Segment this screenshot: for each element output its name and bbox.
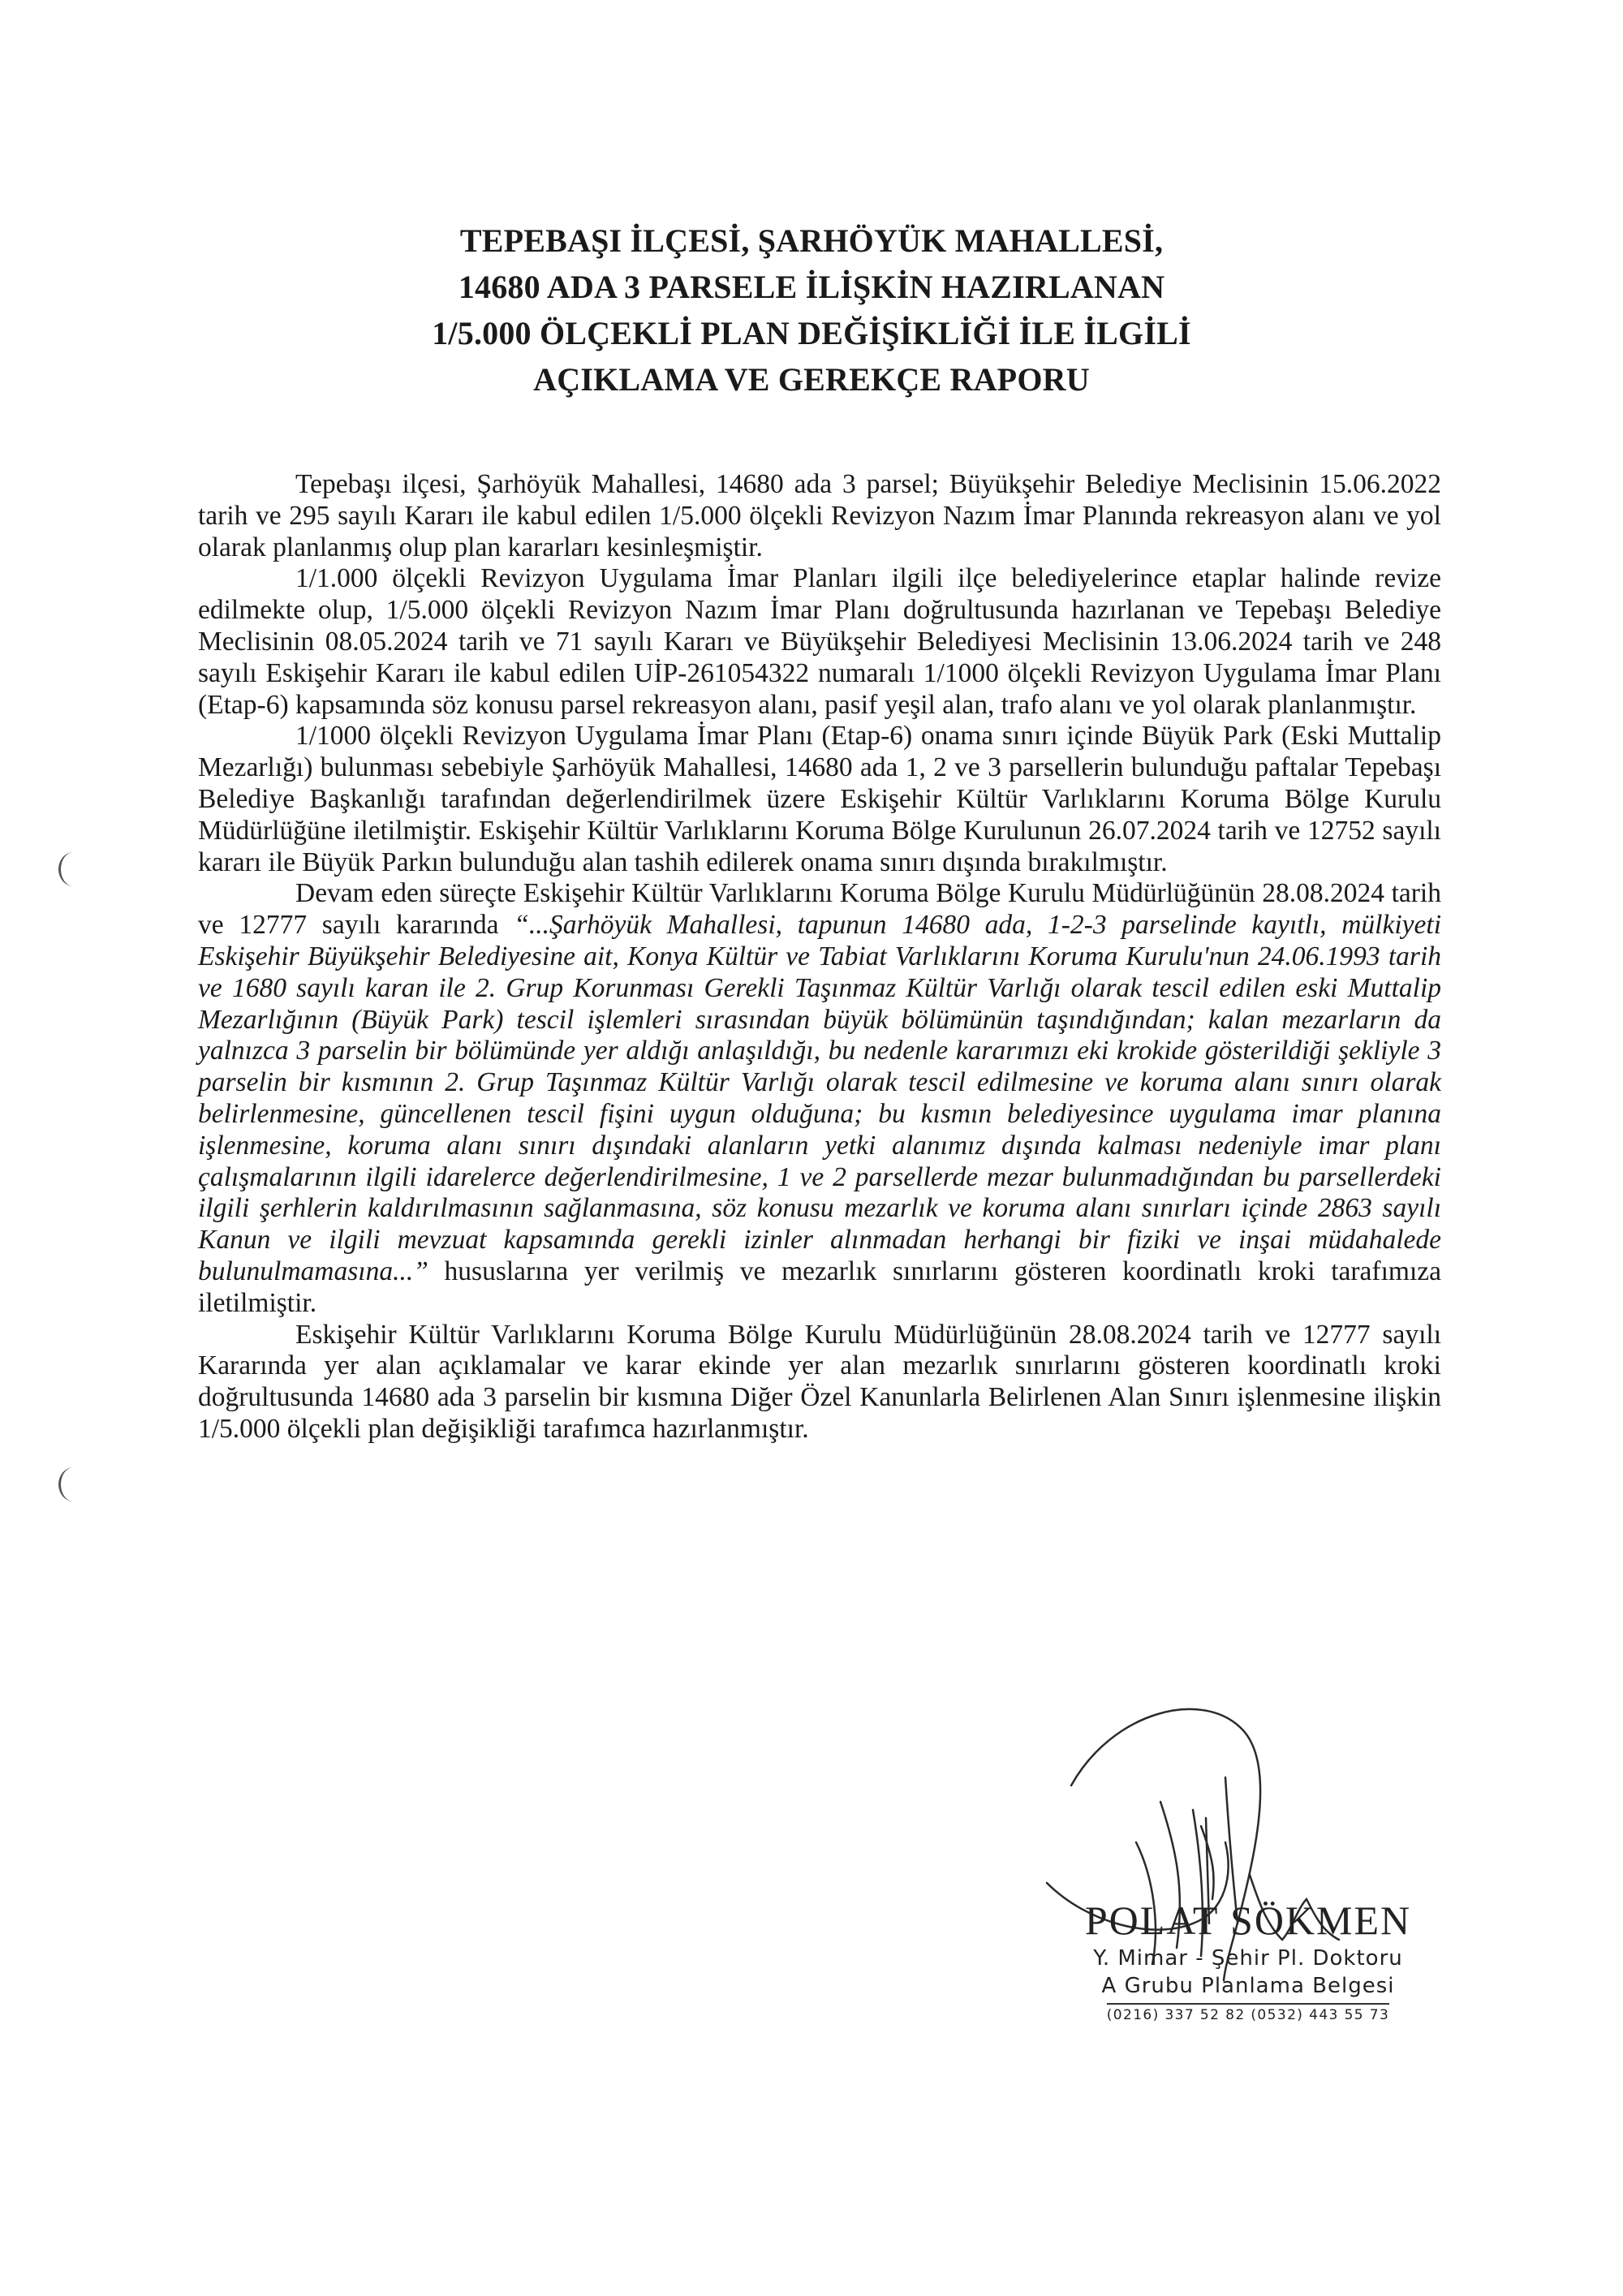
paragraph-1: Tepebaşı ilçesi, Şarhöyük Mahallesi, 14680 ada 3 parsel; Büyükşehir Belediye Meclisinin 15.06.2022 tarih ve 295 sayılı Kararı ile kabul edilen 1/5.000 ölçekli Revizyon Nazım İmar Planında rekreasyon alanı ve yol olarak planlanmış olup plan kararları kesinleşmiştir. [198, 469, 1441, 562]
punch-hole-mark [58, 1467, 88, 1501]
paragraph-4 [198, 878, 1441, 1319]
document-title [276, 218, 1347, 403]
title-line-2: 14680 ADA 3 PARSELE İLİŞKİN HAZIRLANAN [458, 269, 1165, 305]
paragraph-5: Eskişehir Kültür Varlıklarını Koruma Bölge Kurulu Müdürlüğünün 28.08.2024 tarih ve 12777 sayılı Kararında yer alan açıklamalar ve karar ekinde yer alan mezarlık sınırlarını gösteren koordinatlı kroki doğrultusunda 14680 ada 3 parselin bir kısmına Diğer Özel Kanunlarla Belirlenen Alan Sınırı işlenmesine ilişkin 1/5.000 ölçekli plan değişikliği tarafımca hazırlanmıştır. [198, 1319, 1441, 1444]
architect-stamp [1070, 1896, 1427, 2026]
title-line-3: 1/5.000 ÖLÇEKLİ PLAN DEĞİŞİKLİĞİ İLE İLGİLİ [432, 315, 1191, 351]
paragraph-4-outro: hususlarına yer verilmiş ve mezarlık sınırlarını gösteren koordinatlı kroki tarafımıza iletilmiştir. [198, 1256, 1441, 1318]
stamp-title: Y. Mimar - Şehir Pl. Doktoru [1093, 1946, 1403, 1971]
document-body [198, 469, 1441, 1445]
council-decision-quote: “...Şarhöyük Mahallesi, tapunun 14680 ada, 1-2-3 parselinde kayıtlı, mülkiyeti Eskişehir Büyükşehir Belediyesine ait, Konya Kültür ve Tabiat Varlıklarını Koruma Kurulu'nun 24.06.1993 tarih ve 1680 sayılı karan ile 2. Grup Korunması Gerekli Taşınmaz Kültür Varlığı olarak tescil edilen eski Muttalip Mezarlığının (Büyük Park) tescil işlemleri sırasından büyük bölümünün taşındığından; kalan mezarların da yalnızca 3 parselin bir bölümünde yer aldığı anlaşıldığı, bu nedenle kararımızı eki krokide gösterildiği şekliyle 3 parselin bir kısmının 2. Grup Taşınmaz Kültür Varlığı olarak tescil edilmesine ve koruma alanı sınırı olarak belirlenmesine, güncellenen tescil fişini uygun olduğuna; bu kısmın belediyesince uygulama imar planına işlenmesine, koruma alanı sınırı dışındaki alanların yetki alanımız dışında kalması nedeniyle imar planı çalışmalarının ilgili idarelerce değerlendirilmesine, 1 ve 2 parsellerde mezar bulunmadığından bu parsellerdeki ilgili şerhlerin kaldırılmasının sağlanmasına, söz konusu mezarlık ve koruma alanı sınırları içinde 2863 sayılı Kanun ve ilgili mevzuat kapsamında gerekli izinler alınmadan herhangi bir fiziki ve inşai müdahalede bulunulmamasına...” [198, 910, 1441, 1286]
title-line-4: AÇIKLAMA VE GEREKÇE RAPORU [533, 361, 1090, 398]
stamp-phones: (0216) 337 52 82 (0532) 443 55 73 [1107, 2003, 1390, 2026]
paragraph-3: 1/1000 ölçekli Revizyon Uygulama İmar Planı (Etap-6) onama sınırı içinde Büyük Park (Eski Muttalip Mezarlığı) bulunması sebebiyle Şarhöyük Mahallesi, 14680 ada 1, 2 ve 3 parsellerin bulunduğu paftalar Tepebaşı Belediye Başkanlığı tarafından değerlendirilmek üzere Eskişehir Kültür Varlıklarını Koruma Bölge Kurulu Müdürlüğüne iletilmiştir. Eskişehir Kültür Varlıklarını Koruma Bölge Kurulunun 26.07.2024 tarih ve 12752 sayılı kararı ile Büyük Parkın bulunduğu alan tashih edilerek onama sınırı dışında bırakılmıştır. [198, 721, 1441, 877]
paragraph-2: 1/1.000 ölçekli Revizyon Uygulama İmar Planları ilgili ilçe belediyelerince etaplar halinde revize edilmekte olup, 1/5.000 ölçekli Revizyon Nazım İmar Planı doğrultusunda hazırlanan ve Tepebaşı Belediye Meclisinin 08.05.2024 tarih ve 71 sayılı Kararı ve Büyükşehir Belediyesi Meclisinin 13.06.2024 tarih ve 248 sayılı Eskişehir Kararı ile kabul edilen UİP-261054322 numaralı 1/1000 ölçekli Revizyon Uygulama İmar Planı (Etap-6) kapsamında söz konusu parsel rekreasyon alanı, pasif yeşil alan, trafo alanı ve yol olarak planlanmıştır. [198, 563, 1441, 720]
punch-hole-mark [58, 852, 88, 886]
stamp-name: POLAT SÖKMEN [1084, 1898, 1412, 1943]
title-line-1: TEPEBAŞI İLÇESİ, ŞARHÖYÜK MAHALLESİ, [459, 222, 1164, 259]
paragraph-4-intro: Devam eden süreçte Eskişehir Kültür Varlıklarını Koruma Bölge Kurulu Müdürlüğünün 28.08.2024 tarih ve 12777 sayılı kararında [198, 878, 1441, 941]
stamp-certificate: A Grubu Planlama Belgesi [1101, 1974, 1395, 1998]
